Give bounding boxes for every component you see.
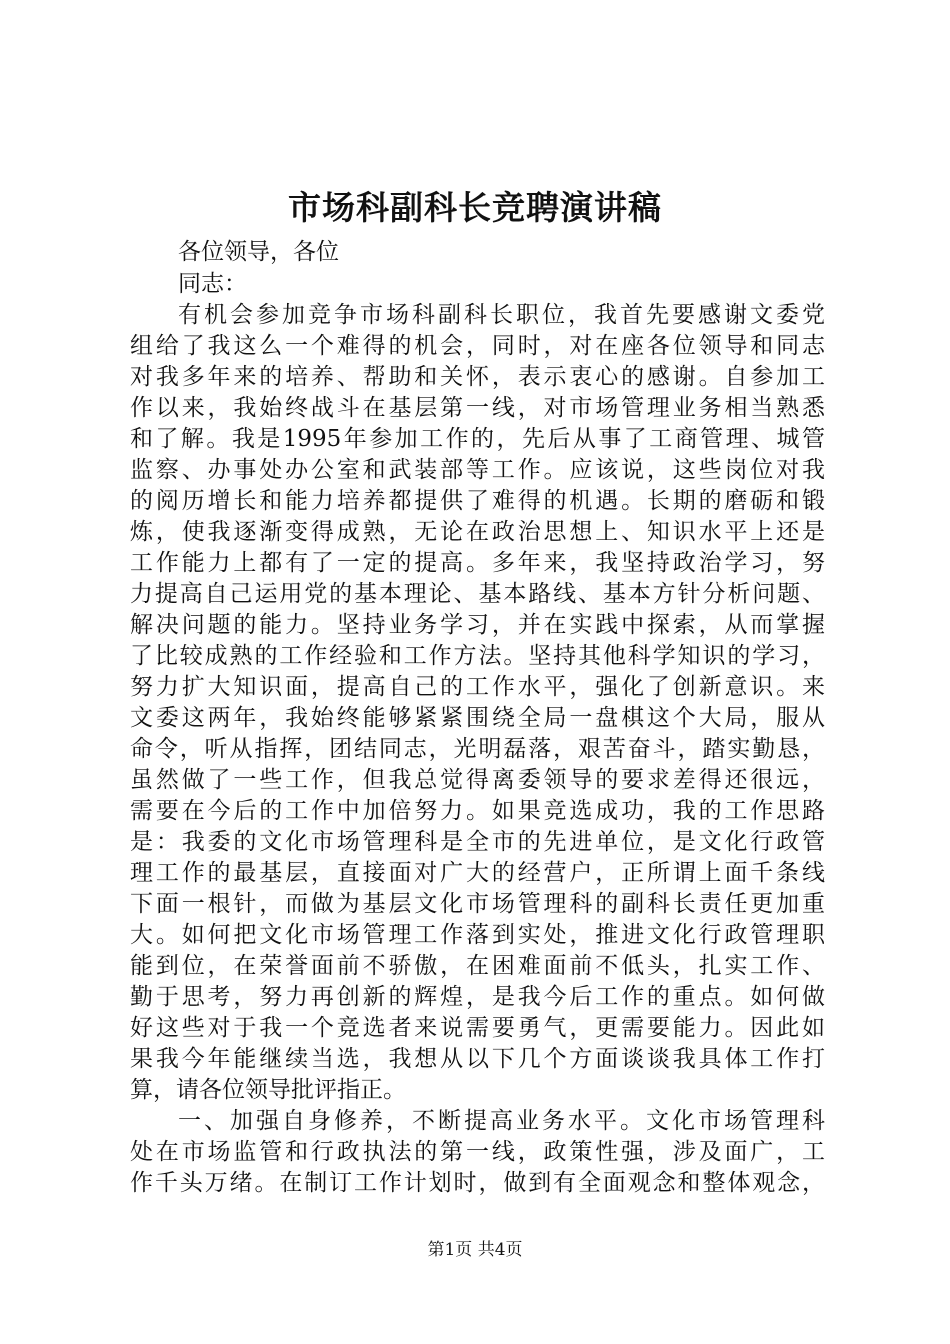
body-line: 力提高自己运用党的基本理论、基本路线、基本方针分析问题、 [130,581,825,607]
body-line: 一、加强自身修养，不断提高业务水平。文化市场管理科 [178,1108,825,1134]
body-line: 文委这两年，我始终能够紧紧围绕全局一盘棋这个大局，服从 [130,705,825,731]
body-line: 大。如何把文化市场管理工作落到实处，推进文化行政管理职 [130,922,825,948]
body-line: 监察、办事处办公室和武装部等工作。应该说，这些岗位对我 [130,457,825,483]
body-line: 能到位，在荣誉面前不骄傲，在困难面前不低头，扎实工作、 [130,953,825,979]
body-line: 作以来，我始终战斗在基层第一线，对市场管理业务相当熟悉 [130,395,825,421]
body-line: 和了解。我是1995年参加工作的，先后从事了工商管理、城管 [130,426,825,452]
body-line: 的阅历增长和能力培养都提供了难得的机遇。长期的磨砺和锻 [130,488,825,514]
body-line: 工作能力上都有了一定的提高。多年来，我坚持政治学习，努 [130,550,825,576]
body-line: 果我今年能继续当选，我想从以下几个方面谈谈我具体工作打 [130,1046,825,1072]
body-line: 好这些对于我一个竞选者来说需要勇气，更需要能力。因此如 [130,1015,825,1041]
body-line: 有机会参加竞争市场科副科长职位，我首先要感谢文委党 [178,302,825,328]
body-line: 命令，听从指挥，团结同志，光明磊落，艰苦奋斗，踏实勤恳， [130,736,825,762]
body-line: 是：我委的文化市场管理科是全市的先进单位，是文化行政管 [130,829,825,855]
body-line: 下面一根针，而做为基层文化市场管理科的副科长责任更加重 [130,891,825,917]
body-line: 算，请各位领导批评指正。 [130,1077,406,1103]
body-line: 理工作的最基层，直接面对广大的经营户，正所谓上面千条线 [130,860,825,886]
body-line: 组给了我这么一个难得的机会，同时，对在座各位领导和同志 [130,333,825,359]
document-title: 市场科副科长竞聘演讲稿 [288,188,662,227]
body-line: 虽然做了一些工作，但我总觉得离委领导的要求差得还很远， [130,767,825,793]
body-line: 炼，使我逐渐变得成熟，无论在政治思想上、知识水平上还是 [130,519,825,545]
body-line: 对我多年来的培养、帮助和关怀，表示衷心的感谢。自参加工 [130,364,825,390]
body-line: 了比较成熟的工作经验和工作方法。坚持其他科学知识的学习， [130,643,825,669]
body-line: 努力扩大知识面，提高自己的工作水平，强化了创新意识。来 [130,674,825,700]
salutation-line-2: 同志： [178,271,247,297]
body-line: 勤于思考，努力再创新的辉煌，是我今后工作的重点。如何做 [130,984,825,1010]
body-line: 作千头万绪。在制订工作计划时，做到有全面观念和整体观念， [130,1170,825,1196]
body-line: 解决问题的能力。坚持业务学习，并在实践中探索，从而掌握 [130,612,825,638]
page-footer: 第1页 共4页 [427,1240,523,1260]
salutation-line-1: 各位领导，各位 [178,239,339,265]
body-line: 需要在今后的工作中加倍努力。如果竞选成功，我的工作思路 [130,798,825,824]
body-line: 处在市场监管和行政执法的第一线，政策性强，涉及面广，工 [130,1139,825,1165]
